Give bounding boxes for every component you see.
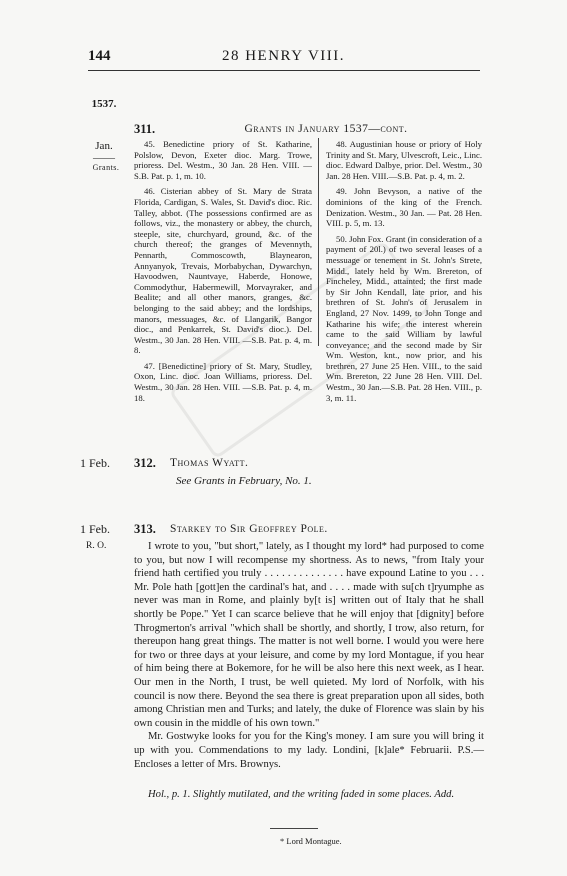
entry-312-title: Thomas Wyatt. (170, 457, 249, 469)
running-head: 28 HENRY VIII. (221, 48, 346, 64)
letter-paragraph-1: I wrote to you, "but short," lately, as I thought my lord* had purposed to come to you, but now I will recompense my shortness. As to news, "from Italy your friend hath certified you truly . . . . . . . . . . . . . . have expound Latine to you . . . Mr. Pole hath [gott]en the cardinal's hat, and . . . . made with su[ch t]ryumphe as never was man in Rome, and plainly by[t is] written out of Italy that he shall shortly be Pope." Yet I can scarce believe that he will enjoy that [dignity] before Throgmerton's arrival "which shall be shortly, and shortly, I trow, also return, for thereupon hang great things. The matter is not well borne. I would you were here for two or three days at your leisure, and come by my lord Montague, if you hear of him being there at Bokemore, for he will be also here this next week, as I hear. Our men in the North, I trust, be well quieted. My lord of Norfolk, with his council is now there. Beyond the sea there is great preparation upon all sides, both among Christian men and Turks; and lately, the duke of Florence was slain by his own cousin in the middle of his own town." (134, 541, 484, 729)
entry-313-title: Starkey to Sir Geoffrey Pole. (170, 523, 328, 535)
grant-50: 50. John Fox. Grant (in consideration of a payment of 20l.) of two several leases of a messuage or tenement in St. John's Strete, Midd., lately held by Wm. Brereton, of Fincheley, Midd., attainted; the first made by Sir John Kendall, late prior, and his brethren of St. John's of Jerusalem in England, 27 Nov. 1499, to John Tonge and Katharine his wife; the interest wherein came to the said William by lawful conveyance; and the second made by Sir Wm. Weston, knt., now prior, and his brethren, 27 June 25 Hen. VIII., to the said Wm. Brereton, 22 June 28 Hen. VIII. Del. Westm., 30 Jan.—S.B. Pat. 28 Hen. VIII., p. 3, m. 11. (326, 233, 482, 403)
grant-45: 45. Benedictine priory of St. Katharine, Polslow, Devon, Exeter dioc. Marg. Trowe, prioress. Del. Westm., 30 Jan. 28 Hen. VIII. —S.B. Pat. p. 1, m. 10. (134, 139, 312, 181)
letter-paragraph-2: Mr. Gostwyke looks for you for the King's money. I am sure you will bring it up with you. Commendations to my lady. Londini, [k]ale* Februarii. P.S.—Encloses a letter of Mrs. Brownys. (134, 731, 484, 770)
entry-312-number: 312. (134, 456, 156, 470)
entry-312-date: 1 Feb. (80, 456, 110, 470)
margin-month: Jan. (95, 140, 113, 152)
footnote: * Lord Montague. (280, 836, 342, 846)
entry-311-left-column (134, 139, 312, 408)
entry-313-number: 313. (134, 522, 156, 536)
footnote-rule (270, 828, 318, 829)
header-rule (88, 70, 480, 71)
margin-dash: —— (93, 152, 115, 164)
entry-312-see: See Grants in February, No. 1. (176, 475, 312, 487)
entry-311-title: Grants in January 1537—cont. (244, 123, 408, 135)
entry-313-date: 1 Feb. (80, 522, 110, 536)
entry-313-body (134, 540, 484, 771)
grant-46: 46. Cisterian abbey of St. Mary de Strata Florida, Cardigan, S. Wales, St. David's dioc. Ric. Talley, abbot. (The possessions confirmed are as follows, viz., the monastery or abbey, the church, steeple, site, churchyard, ground, &c. of the church thereof; the granges of Mevennyth, Pennarth, Commoscowth, Blaynearon, Annyanyok, Trevais, Morbabychan, Dywarchyn, Havoodwen, Nauntvaye, Haberde, Honowe, Commodythur, Habermewill, Morvayraker, and Bealite; and all other manors, granges, &c. belonging to the said abbey; and the lordships, manors, messuages, &c. of Llangarik, Bangor dioc., and Penkarrek, St. David's dioc.). Del. Westm., 30 Jan. 28 Hen. VIII. —S.B. Pat. p. 4, m. 8. (134, 186, 312, 356)
column-divider (318, 138, 319, 346)
grant-47: 47. [Benedictine] priory of St. Mary, Studley, Oxon, Linc. dioc. Joan Williams, prioress. Del. Westm., 30 Jan. 28 Hen. VIII. —S.B. Pat. p. 4, m. 18. (134, 360, 312, 403)
margin-year: 1537. (91, 98, 117, 110)
page-number: 144 (88, 48, 111, 64)
entry-313-source: R. O. (86, 541, 107, 551)
margin-category: Grants. (92, 163, 120, 172)
entry-311-right-column (326, 139, 482, 408)
entry-313-note: Hol., p. 1. Slightly mutilated, and the writing faded in some places. Add. (148, 789, 455, 800)
grant-48: 48. Augustinian house or priory of Holy Trinity and St. Mary, Ulvescroft, Leic., Linc. dioc. Edward Dalbye, prior. Del. Westm., 30 Jan. 28 Hen. VIII.—S.B. Pat. p. 4, m. 2. (326, 139, 482, 181)
entry-311-number: 311. (134, 122, 156, 136)
grant-49: 49. John Bevyson, a native of the dominions of the king of the French. Denization. Westm., 30 Jan. — Pat. 28 Hen. VIII. p. 5, m. 13. (326, 186, 482, 229)
